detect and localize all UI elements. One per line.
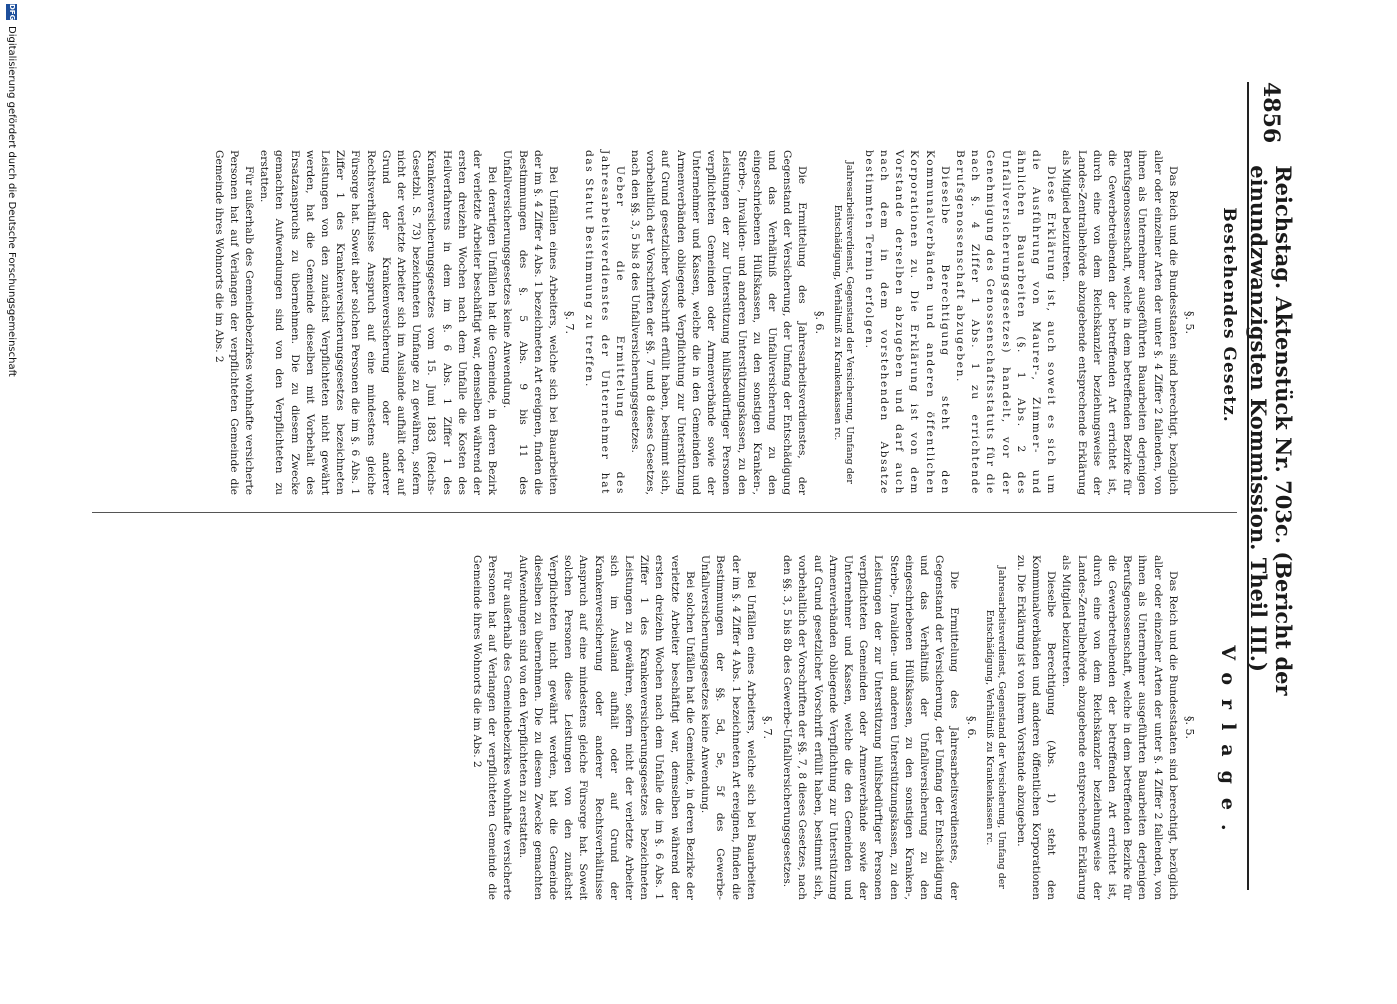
margin-note: Jahresarbeitsverdienst, Gegenstand der Versicherung, Umfang der Entschädigung, Verhältniß zu Krankenkassen rc.: [983, 566, 1007, 889]
paragraph: Dieselbe Berechtigung steht den Kommunalverbänden und anderen öffentlichen Korporationen zu. Die Erklärung ist von dem Vorstande derselben abzugeben und darf auch nach dem in dem vorstehenden Absatze bestimmten Termin erfolgen.: [862, 150, 951, 495]
page-header: [1246, 82, 1296, 890]
left-column: [210, 150, 1201, 495]
header-rule: [1247, 82, 1249, 890]
right-column-heading: Vorlage.: [1217, 645, 1239, 845]
section-label: §. 6.: [812, 311, 826, 334]
margin-note: Jahresarbeitsverdienst, Gegenstand der Versicherung, Umfang der Entschädigung, Verhältniß zu Krankenkassen rc.: [831, 161, 855, 484]
paragraph: Das Reich und die Bundesstaaten sind berechtigt, bezüglich aller oder einzelner Arten der unter §. 4 Ziffer 2 fallenden, von ihnen als Unternehmer ausgeführten Bauarbeiten derjenigen Berufsgenossenschaft, welche in dem betreffenden Bezirke für die Gewerbetreibenden der betreffenden Art errichtet ist, durch eine von dem Reichskanzler beziehungsweise der Landes-Zentralbehörde abzugebende entsprechende Erklärung als Mitglied beizutreten.: [1060, 555, 1179, 900]
paragraph: Bei derartigen Unfällen hat die Gemeinde, in deren Bezirk der verletzte Arbeiter beschäftigt war, demselben während der ersten dreizehn Wochen nach dem Unfalle die Kosten des Heilverfahrens in dem im §. 6 Abs. 1 Ziffer 1 des Krankenversicherungsgesetzes vom 15. Juni 1883 (Reichs-Gesetzbl. S. 73) bezeichneten Umfange zu gewähren, sofern nicht der verletzte Arbeiter sich im Auslande aufhält oder auf Grund der Krankenversicherung oder anderer Rechtsverhältnisse Anspruch auf eine mindestens gleiche Fürsorge hat. Soweit aber solchen Personen die im §. 6 Abs. 1 Ziffer 1 des Krankenversicherungsgesetzes bezeichneten Leistungen von den zunächst Verpflichteten nicht gewährt werden, hat die Gemeinde dieselben mit Vorbehalt des Ersatzanspruchs zu übernehmen. Die zu diesem Zwecke gemachten Aufwendungen sind von den Verpflichteten zu erstatten.: [258, 150, 499, 495]
section-label: §. 5.: [1183, 716, 1196, 739]
page-number: 4856: [1258, 82, 1284, 144]
right-column: [469, 555, 1201, 900]
section-label: §. 6.: [964, 716, 978, 739]
paragraph: Für außerhalb des Gemeindebezirkes wohnhafte versicherte Personen hat auf Verlangen der verpflichteten Gemeinde die Gemeinde ihres Wohnorts die im Abs. 2: [212, 150, 256, 495]
funding-footer: [6, 0, 17, 1004]
column-divider: [92, 512, 1237, 513]
section-label: §. 5.: [1183, 311, 1196, 334]
left-column-heading: Bestehendes Gesetz.: [1219, 207, 1239, 423]
paragraph: Für außerhalb des Gemeindebezirkes wohnhafte versicherte Personen hat auf Verlangen der verpflichteten Gemeinde die Gemeinde ihres Wohnorts die im Abs. 2: [471, 555, 514, 900]
dfg-logo: DFG: [8, 4, 16, 21]
section-label: §. 7.: [760, 716, 774, 739]
paragraph: Das Reich und die Bundesstaaten sind berechtigt, bezüglich aller oder einzelner Arten der unter §. 4 Ziffer 2 fallenden, von ihnen als Unternehmer ausgeführten Bauarbeiten derjenigen Berufsgenossenschaft, welche in dem betreffenden Bezirke für die Gewerbetreibenden der betreffenden Art errichtet ist, durch eine von dem Reichskanzler beziehungsweise der Landes-Zentralbehörde abzugebende entsprechende Erklärung als Mitglied beizutreten.: [1060, 150, 1179, 495]
paragraph: Bei Unfällen eines Arbeiters, welche sich bei Bauarbeiten der im §. 4 Ziffer 4 Abs. 1 bezeichneten Art ereignen, finden die Bestimmungen des §. 5 Abs. 9 bis 11 des Unfallversicherungsgesetzes keine Anwendung.: [501, 150, 560, 495]
paragraph: Bei solchen Unfällen hat die Gemeinde, in deren Bezirke der verletzte Arbeiter beschäftigt war, demselben während der ersten dreizehn Wochen nach dem Unfalle die im §. 6 Abs. 1 Ziffer 1 des Krankenversicherungsgesetzes bezeichneten Leistungen zu gewähren, sofern nicht der verletzte Arbeiter sich im Ausland aufhält oder auf Grund der Krankenversicherung oder anderer Rechtsverhältnisse Anspruch auf eine mindestens gleiche Fürsorge hat. Soweit solchen Personen diese Leistungen von den zunächst Verpflichteten nicht gewährt werden, hat die Gemeinde dieselben zu übernehmen. Die zu diesem Zwecke gemachten Aufwendungen sind von den Verpflichteten zu erstatten.: [516, 555, 696, 900]
funding-note: Digitalisierung gefördert durch die Deutsche Forschungsgemeinschaft: [6, 26, 17, 377]
paragraph: Die Ermittelung des Jahresarbeitsverdienstes, der Gegenstand der Versicherung, der Umfang der Entschädigung und das Verhältniß der Unfallversicherung zu den eingeschriebenen Hülfskassen, zu den sonstigen Kranken-, Sterbe-, Invaliden- und anderen Unterstützungskassen, zu den Leistungen der zur Unterstützung hülfsbedürftiger Personen verpflichteten Gemeinden oder Armenverbände sowie der Unternehmer und Kassen, welche die den Gemeinden und Armenverbänden obliegende Verpflichtung zur Unterstützung auf Grund gesetzlicher Vorschrift erfüllt haben, bestimmt sich, vorbehaltlich der Vorschriften der §§. 7, 8 dieses Gesetzes, nach den §§. 3, 5 bis 8b des Gewerbe-Unfallversicherungsgesetzes.: [781, 555, 961, 900]
paragraph: Diese Erklärung ist, auch soweit es sich um die Ausführung von Maurer-, Zimmer- und ähnlichen Bauarbeiten (§. 1 Abs. 2 des Unfallversicherungsgesetzes) handelt, vor der Genehmigung des Genossenschaftsstatuts für die nach §. 4 Ziffer 1 Abs. 1 zu errichtende Berufsgenossenschaft abzugeben.: [953, 150, 1058, 495]
paragraph: Dieselbe Berechtigung (Abs. 1) steht den Kommunalverbänden und anderen öffentlichen Korporationen zu. Die Erklärung ist von ihrem Vorstande abzugeben.: [1014, 555, 1058, 900]
paragraph: Die Ermittelung des Jahresarbeitsverdienstes, der Gegenstand der Versicherung, der Umfang der Entschädigung und das Verhältniß der Unfallversicherung zu den eingeschriebenen Hülfskassen, zu den sonstigen Kranken-, Sterbe-, Invaliden- und anderen Unterstützungskassen, zu den Leistungen der zur Unterstützung hülfsbedürftiger Personen verpflichteten Gemeinden oder Armenverbände sowie der Unternehmer und Kassen, welche die in den Gemeinden und Armenverbänden obliegende Verpflichtung zur Unterstützung auf Grund gesetzlicher Vorschrift erfüllt haben, bestimmt sich, vorbehaltlich der Vorschriften der §§. 7 und 8 dieses Gesetzes, nach den §§. 3, 5 bis 8 des Unfallversicherungsgesetzes.: [629, 150, 809, 495]
paragraph: Ueber die Ermittelung des Jahresarbeitsverdienstes der Unternehmer hat das Statut Bestimmung zu treffen.: [583, 150, 626, 495]
paragraph: Bei Unfällen eines Arbeiters, welche sich bei Bauarbeiten der im §. 4 Ziffer 4 Abs. 1 bezeichneten Art ereignen, finden die Bestimmungen der §§. 5d, 5e, 5f des Gewerbe-Unfallversicherungsgesetzes keine Anwendung.: [699, 555, 757, 900]
page-title: Reichstag. Aktenstück Nr. 703c. (Bericht der einundzwanzigsten Kommission. Theil III.): [1246, 165, 1296, 696]
section-label: §. 7.: [563, 311, 577, 334]
